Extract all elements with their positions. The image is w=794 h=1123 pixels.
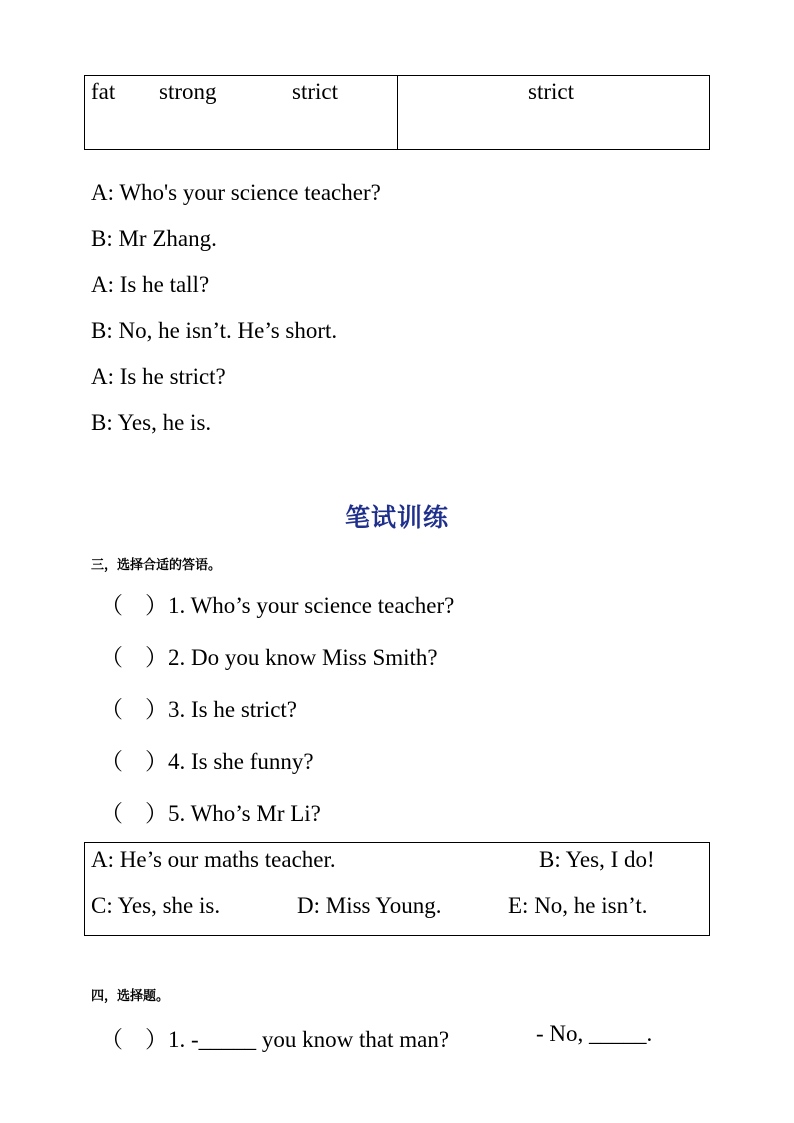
paren-open: （ [100, 645, 123, 670]
paren-close: ） [145, 697, 168, 722]
paren-open: （ [100, 593, 123, 618]
table-word-strong: strong [159, 79, 217, 104]
dialogue-line: A: Who's your science teacher? [91, 180, 381, 205]
paren-close: ） [145, 801, 168, 826]
question-text: 3. Is he strict? [168, 697, 298, 722]
option-e: E: No, he isn’t. [508, 893, 648, 918]
table-word-strict: strict [292, 79, 338, 104]
paren-close: ） [145, 749, 168, 774]
question-text: 1. Who’s your science teacher? [168, 593, 455, 618]
option-c: C: Yes, she is. [91, 893, 221, 918]
paren-close: ） [145, 593, 168, 618]
paren-open: （ [100, 697, 123, 722]
paren-open: （ [100, 749, 123, 774]
question-text: 4. Is she funny? [168, 749, 314, 774]
section-4-label: 四，选择题。 [91, 989, 170, 1004]
dialogue-line: B: Yes, he is. [91, 410, 212, 435]
question-answer-part: - No, _____. [536, 1021, 653, 1046]
paren-close: ） [145, 645, 168, 670]
question-item [100, 1021, 449, 1054]
paren-open: （ [100, 801, 123, 826]
word-table-right-cell [398, 76, 709, 149]
word-table [84, 75, 710, 150]
question-item [100, 639, 438, 672]
question-text: 2. Do you know Miss Smith? [168, 645, 438, 670]
table-word-answer: strict [528, 79, 574, 104]
option-d: D: Miss Young. [297, 893, 442, 918]
paren-open: （ [100, 1027, 123, 1052]
dialogue-line: A: Is he tall? [91, 272, 210, 297]
option-b: B: Yes, I do! [539, 847, 655, 872]
dialogue-line: A: Is he strict? [91, 364, 226, 389]
dialogue-line: B: No, he isn’t. He’s short. [91, 318, 338, 343]
word-table-left-cell [85, 76, 398, 149]
question-text: 5. Who’s Mr Li? [168, 801, 321, 826]
question-item [100, 587, 454, 620]
paren-close: ） [145, 1027, 168, 1052]
question-text: 1. -_____ you know that man? [168, 1027, 450, 1052]
section-heading: 笔试训练 [344, 503, 449, 532]
section-3-label: 三，选择合适的答语。 [91, 558, 222, 573]
dialogue-line: B: Mr Zhang. [91, 226, 217, 251]
question-item [100, 743, 314, 776]
option-a: A: He’s our maths teacher. [91, 847, 336, 872]
answer-options-box [84, 842, 710, 936]
table-word-fat: fat [91, 79, 116, 104]
question-item [100, 795, 321, 828]
question-item [100, 691, 297, 724]
